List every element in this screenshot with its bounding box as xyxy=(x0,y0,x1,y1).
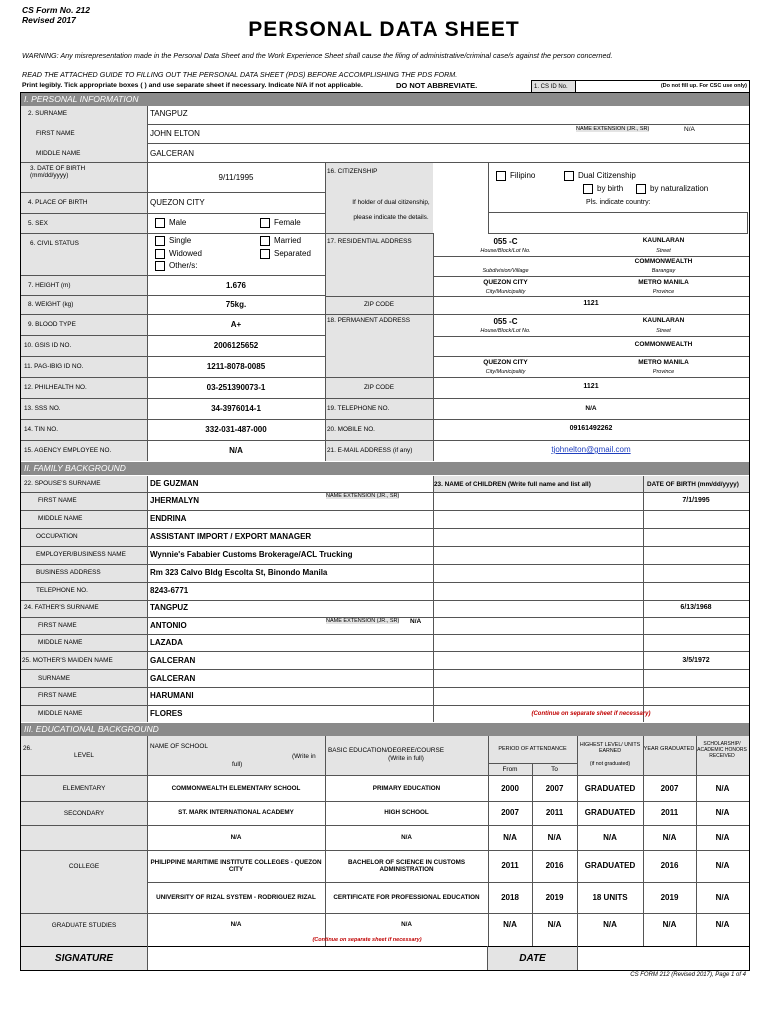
edu-units[interactable]: GRADUATED xyxy=(584,808,636,818)
prov-lbl: Province xyxy=(652,289,675,295)
female-option[interactable] xyxy=(260,218,301,228)
res-city[interactable]: QUEZON CITY xyxy=(483,279,528,286)
page-title: PERSONAL DATA SHEET xyxy=(248,18,520,41)
filipino-label: Filipino xyxy=(510,171,536,181)
philhealth-label: 12. PHILHEALTH NO. xyxy=(24,384,87,391)
divider xyxy=(433,356,749,357)
edu-school[interactable]: UNIVERSITY OF RIZAL SYSTEM - RODRIGUEZ RIZAL xyxy=(156,893,316,901)
res-street[interactable]: KAUNLARAN xyxy=(642,237,685,244)
cs-id-label: 1. CS ID No. xyxy=(532,81,576,93)
course-header: BASIC EDUCATION/DEGREE/COURSE xyxy=(328,747,444,754)
father-middle-label: MIDDLE NAME xyxy=(38,639,83,646)
father-first[interactable]: ANTONIO xyxy=(150,621,187,630)
divider xyxy=(21,295,325,296)
occupation-value[interactable]: ASSISTANT IMPORT / EXPORT MANAGER xyxy=(150,532,312,541)
perm-subd[interactable]: COMMONWEALTH xyxy=(634,341,693,348)
divider xyxy=(21,510,749,511)
perm-street-lbl: Street xyxy=(656,328,671,334)
edu-to[interactable]: 2007 xyxy=(545,783,564,793)
dual-label: Dual Citizenship xyxy=(578,171,636,181)
agency-label: 15. AGENCY EMPLOYEE NO. xyxy=(24,447,112,454)
edu-school[interactable]: PHILIPPINE MARITIME INSTITUTE COLLEGES - QUEZON CITY xyxy=(150,858,322,873)
perm-city-lbl: City/Municipality xyxy=(485,369,526,375)
school-header: NAME OF SCHOOL xyxy=(150,743,208,750)
do-not-abbreviate: DO NOT ABBREVIATE. xyxy=(396,81,478,90)
res-zip-label: ZIP CODE xyxy=(363,301,395,308)
tel-value[interactable]: N/A xyxy=(585,405,597,412)
edu-school[interactable]: N/A xyxy=(230,833,242,841)
divider xyxy=(147,143,749,144)
edu-from[interactable]: 2018 xyxy=(501,892,519,902)
father-ext-label: NAME EXTENSION (JR., SR) xyxy=(326,618,400,624)
by-nat-label: by naturalization xyxy=(650,184,709,194)
divider xyxy=(21,213,325,214)
section-family: II. FAMILY BACKGROUND xyxy=(21,462,749,475)
edu-to[interactable]: N/A xyxy=(547,920,562,930)
divider xyxy=(643,736,644,946)
married-label: Married xyxy=(274,236,302,246)
units-header: HIGHEST LEVEL/ UNITS EARNED xyxy=(579,742,641,754)
house-lbl: House/Block/Lot No. xyxy=(480,248,531,254)
spouse-first-label: FIRST NAME xyxy=(38,497,77,504)
honors-header: SCHOLARSHIP/ ACADEMIC HONORS RECEIVED xyxy=(697,741,747,759)
print-note: Print legibly. Tick appropriate boxes ( ) and use separate sheet if necessary. Indicate N/A if not applicable. xyxy=(22,82,363,89)
agency-value[interactable]: N/A xyxy=(229,446,243,455)
email-label: 21. E-MAIL ADDRESS (if any) xyxy=(327,447,413,454)
edu-from[interactable]: 2000 xyxy=(501,783,519,793)
edu-year[interactable]: 2007 xyxy=(660,783,679,793)
divider xyxy=(433,336,749,337)
edu-school[interactable]: COMMONWEALTH ELEMENTARY SCHOOL xyxy=(171,784,301,792)
blood-label: 9. BLOOD TYPE xyxy=(28,321,76,328)
child-dob-label: DATE OF BIRTH (mm/dd/yyyy) xyxy=(647,481,739,488)
edu-units[interactable]: 18 UNITS xyxy=(592,892,628,902)
edu-level xyxy=(21,825,147,850)
csc-use-note: (Do not fill up. For CSC use only) xyxy=(660,83,747,89)
edu-to[interactable]: 2011 xyxy=(545,808,564,818)
divider xyxy=(21,687,749,688)
divider xyxy=(21,634,749,635)
first-name-value[interactable]: JOHN ELTON xyxy=(150,129,200,138)
res-prov[interactable]: METRO MANILA xyxy=(638,279,689,286)
checkbox-icon[interactable] xyxy=(260,249,270,259)
spouse-tel-label: TELEPHONE NO. xyxy=(36,587,88,594)
divider xyxy=(21,775,749,776)
divider xyxy=(147,736,148,946)
divider xyxy=(21,705,749,706)
date-label: DATE xyxy=(519,953,546,964)
edu-num: 26. xyxy=(23,745,32,752)
date-field[interactable] xyxy=(578,947,749,970)
spouse-middle[interactable]: ENDRINA xyxy=(150,514,187,523)
occupation-label: OCCUPATION xyxy=(36,533,78,540)
divider xyxy=(433,476,434,722)
female-label: Female xyxy=(274,218,301,228)
checkbox-icon[interactable] xyxy=(155,261,165,271)
pagibig-label: 11. PAG-IBIG ID NO. xyxy=(24,363,84,370)
widowed-label: Widowed xyxy=(169,249,202,259)
divider xyxy=(147,106,148,461)
mobile-label: 20. MOBILE NO. xyxy=(327,426,375,433)
divider xyxy=(325,314,749,315)
edu-honors[interactable]: N/A xyxy=(715,920,730,930)
edu-year[interactable]: 2011 xyxy=(660,808,679,818)
dual-option[interactable] xyxy=(564,171,636,181)
edu-level: SECONDARY xyxy=(63,809,105,817)
family-continue-note: (Continue on separate sheet if necessary) xyxy=(531,711,651,717)
divider xyxy=(21,440,749,441)
tin-label: 14. TIN NO. xyxy=(24,426,58,433)
checkbox-icon[interactable] xyxy=(583,184,593,194)
edu-year[interactable]: 2016 xyxy=(660,861,679,871)
dob-num: 3. xyxy=(30,165,36,172)
edu-course[interactable]: N/A xyxy=(401,921,412,929)
edu-year[interactable]: 2019 xyxy=(660,892,679,902)
divider xyxy=(21,546,749,547)
citizenship-label: 16. CITIZENSHIP xyxy=(327,168,378,175)
dual-note-1: If holder of dual citizenship, xyxy=(352,199,430,206)
separated-option[interactable] xyxy=(260,249,311,259)
divider xyxy=(643,476,644,722)
spouse-first[interactable]: JHERMALYN xyxy=(150,496,200,505)
perm-street[interactable]: KAUNLARAN xyxy=(642,317,685,324)
single-option[interactable] xyxy=(155,236,191,246)
city-lbl: City/Municipality xyxy=(485,289,526,295)
mother-surname-label: SURNAME xyxy=(38,675,70,682)
page-footer: CS FORM 212 (Revised 2017), Page 1 of 4 xyxy=(630,972,746,978)
checkbox-icon[interactable] xyxy=(496,171,506,181)
checkbox-icon[interactable] xyxy=(155,218,165,228)
perm-city[interactable]: QUEZON CITY xyxy=(483,359,528,366)
country-field[interactable] xyxy=(488,212,748,234)
checkbox-icon[interactable] xyxy=(636,184,646,194)
edu-units[interactable]: GRADUATED xyxy=(584,861,636,871)
edu-from[interactable]: 2011 xyxy=(501,861,519,871)
year-header: YEAR GRADUATED xyxy=(643,746,695,752)
divider xyxy=(21,651,749,652)
perm-zip-label: ZIP CODE xyxy=(363,384,395,391)
edu-units[interactable]: N/A xyxy=(603,832,617,842)
divider xyxy=(325,163,326,461)
edu-honors[interactable]: N/A xyxy=(715,808,730,818)
father-ext[interactable]: N/A xyxy=(410,618,422,625)
divider xyxy=(147,476,148,722)
dob-label-text: DATE OF BIRTH xyxy=(37,165,86,172)
name-extension-value[interactable]: N/A xyxy=(684,126,695,133)
mother-first[interactable]: HARUMANI xyxy=(150,691,194,700)
section-personal: I. PERSONAL INFORMATION xyxy=(21,93,749,106)
divider xyxy=(21,582,749,583)
divider xyxy=(21,314,325,315)
mother-first-label: FIRST NAME xyxy=(38,692,77,699)
edu-continue-note: (Continue on separate sheet if necessary) xyxy=(312,937,422,943)
tel-label: 19. TELEPHONE NO. xyxy=(327,405,390,412)
divider xyxy=(21,528,749,529)
divider xyxy=(21,377,325,378)
permanent-label: 18. PERMANENT ADDRESS xyxy=(327,317,410,324)
male-option[interactable] xyxy=(155,218,186,228)
edu-course[interactable]: PRIMARY EDUCATION xyxy=(372,784,441,792)
divider xyxy=(21,419,749,420)
dual-note-2: please indicate the details. xyxy=(353,214,429,221)
sss-value[interactable]: 34-3976014-1 xyxy=(211,404,261,413)
family-label-column xyxy=(21,476,147,722)
edu-school[interactable]: N/A xyxy=(230,921,242,929)
divider xyxy=(21,356,325,357)
divider xyxy=(487,946,488,970)
spouse-surname[interactable]: DE GUZMAN xyxy=(150,479,199,488)
form-no-text: CS Form No. 212 xyxy=(22,5,91,15)
divider xyxy=(21,600,749,601)
email-value[interactable]: tjohnelton@gmail.com xyxy=(551,445,631,454)
read-guide-text: READ THE ATTACHED GUIDE TO FILLING OUT THE PERSONAL DATA SHEET (PDS) BEFORE ACCOMPLISHING THE PDS FORM. xyxy=(22,70,458,79)
sex-label: 5. SEX xyxy=(28,220,48,227)
from-header: From xyxy=(502,766,518,773)
edu-course[interactable]: BACHELOR OF SCIENCE IN CUSTOMS ADMINISTRATION xyxy=(347,858,466,873)
tin-value[interactable]: 332-031-487-000 xyxy=(205,425,267,434)
gsis-value[interactable]: 2006125652 xyxy=(213,341,259,350)
edu-honors[interactable]: N/A xyxy=(715,832,730,842)
mother-surname[interactable]: GALCERAN xyxy=(150,674,196,683)
units-note: (if not graduated) xyxy=(589,761,631,767)
signature-field[interactable] xyxy=(148,947,487,970)
philhealth-value[interactable]: 03-251390073-1 xyxy=(206,383,266,392)
pob-value[interactable]: QUEZON CITY xyxy=(150,198,205,207)
edu-from[interactable]: N/A xyxy=(503,920,517,930)
separated-label: Separated xyxy=(274,249,311,259)
filipino-option[interactable] xyxy=(496,171,535,181)
edu-school[interactable]: ST. MARK INTERNATIONAL ACADEMY xyxy=(178,809,294,817)
middle-name-label: MIDDLE NAME xyxy=(36,150,81,157)
children-label: 23. NAME of CHILDREN (Write full name and list all) xyxy=(434,481,591,488)
business-address[interactable]: Rm 323 Calvo Bldg Escolta St, Binondo Manila xyxy=(150,568,328,577)
mother-middle-label: MIDDLE NAME xyxy=(38,710,83,717)
edu-year[interactable]: N/A xyxy=(662,920,677,930)
edu-level xyxy=(21,882,147,913)
child1-dob[interactable]: 7/1/1995 xyxy=(682,497,710,504)
spouse-middle-label: MIDDLE NAME xyxy=(38,515,83,522)
checkbox-icon[interactable] xyxy=(260,218,270,228)
male-label: Male xyxy=(169,218,187,228)
father-surname[interactable]: TANGPUZ xyxy=(150,603,189,612)
edu-from[interactable]: 2007 xyxy=(501,808,519,818)
spouse-ext-label: NAME EXTENSION (JR., SR) xyxy=(326,493,400,499)
period-header: PERIOD OF ATTENDANCE xyxy=(498,746,567,752)
employer-value[interactable]: Wynnie's Fababier Customs Brokerage/ACL Trucking xyxy=(150,550,353,559)
checkbox-icon[interactable] xyxy=(155,249,165,259)
edu-level: ELEMENTARY xyxy=(62,785,106,792)
others-label: Other/s: xyxy=(169,261,198,271)
surname-label: 2. SURNAME xyxy=(28,110,68,117)
weight-label: 8. WEIGHT (kg) xyxy=(28,301,74,308)
indicate-country: Pls. indicate country: xyxy=(586,199,651,206)
divider xyxy=(433,256,749,257)
warning-text: WARNING: Any misrepresentation made in the Personal Data Sheet and the Work Experience Sheet shall cause the filing of administrative/criminal case/s against the person concerned. xyxy=(22,51,613,60)
dob-value[interactable]: 9/11/1995 xyxy=(218,173,254,182)
perm-zip[interactable]: 1121 xyxy=(583,383,599,390)
mother-maiden-label: 25. MOTHER'S MAIDEN NAME xyxy=(22,657,113,664)
divider xyxy=(21,162,749,163)
edu-from[interactable]: N/A xyxy=(503,832,517,842)
father-surname-label: 24. FATHER'S SURNAME xyxy=(24,604,99,611)
divider xyxy=(325,296,749,297)
pob-label: 4. PLACE OF BIRTH xyxy=(28,199,88,206)
divider xyxy=(21,564,749,565)
spouse-surname-label: 22. SPOUSE'S SURNAME xyxy=(24,480,101,487)
divider xyxy=(21,398,749,399)
checkbox-icon[interactable] xyxy=(564,171,574,181)
perm-prov-lbl: Province xyxy=(652,369,675,375)
edu-course[interactable]: HIGH SCHOOL xyxy=(384,809,429,817)
edu-course[interactable]: N/A xyxy=(401,833,412,841)
perm-house-lbl: House/Block/Lot No. xyxy=(480,328,531,334)
section-education: III. EDUCATIONAL BACKGROUND xyxy=(21,723,749,736)
height-value[interactable]: 1.676 xyxy=(225,281,247,290)
mother-middle[interactable]: FLORES xyxy=(150,709,183,718)
divider xyxy=(696,736,697,946)
divider xyxy=(488,763,578,764)
weight-value[interactable]: 75kg. xyxy=(225,300,247,309)
checkbox-icon[interactable] xyxy=(155,236,165,246)
divider xyxy=(488,163,489,213)
edu-honors[interactable]: N/A xyxy=(715,861,730,871)
divider xyxy=(21,275,325,276)
business-address-label: BUSINESS ADDRESS xyxy=(36,569,101,576)
signature-label: SIGNATURE xyxy=(54,953,114,964)
height-label: 7. HEIGHT (m) xyxy=(28,282,71,289)
father-first-label: FIRST NAME xyxy=(38,622,77,629)
first-name-label: FIRST NAME xyxy=(36,130,75,137)
divider xyxy=(577,946,578,970)
edu-to[interactable]: 2019 xyxy=(545,892,564,902)
street-lbl: Street xyxy=(656,248,671,254)
by-naturalization-option[interactable] xyxy=(636,184,708,194)
civil-status-label: 6. CIVIL STATUS xyxy=(30,240,79,247)
school-full: full) xyxy=(232,761,243,768)
subd-lbl: Subdivision/Village xyxy=(482,268,529,274)
middle-name-value[interactable]: GALCERAN xyxy=(150,149,195,158)
res-subd[interactable]: COMMONWEALTH xyxy=(634,258,693,265)
child2-dob[interactable]: 6/13/1968 xyxy=(680,604,712,611)
perm-prov[interactable]: METRO MANILA xyxy=(638,359,689,366)
dob-format: (mm/dd/yyyy) xyxy=(30,172,69,179)
edu-level: GRADUATE STUDIES xyxy=(51,921,117,929)
divider xyxy=(147,946,148,970)
sss-label: 13. SSS NO. xyxy=(24,405,61,412)
res-zip[interactable]: 1121 xyxy=(583,300,599,307)
divider xyxy=(21,233,433,234)
perm-house[interactable]: 055 -C xyxy=(493,317,518,326)
course-write: (Write in full) xyxy=(388,755,424,762)
divider xyxy=(21,335,325,336)
divider xyxy=(433,276,749,277)
gsis-label: 10. GSIS ID NO. xyxy=(24,342,72,349)
personal-mid-label-column xyxy=(325,163,433,461)
widowed-option[interactable] xyxy=(155,249,202,259)
by-birth-label: by birth xyxy=(597,184,624,194)
divider xyxy=(21,669,749,670)
edu-honors[interactable]: N/A xyxy=(715,783,730,793)
pagibig-value[interactable]: 1211-8078-0085 xyxy=(206,362,266,371)
school-write: (Write in xyxy=(292,753,316,760)
divider xyxy=(325,736,326,946)
revised-text: Revised 2017 xyxy=(22,15,76,25)
dob-label xyxy=(30,165,85,179)
edu-course[interactable]: CERTIFICATE FOR PROFESSIONAL EDUCATION xyxy=(333,893,480,901)
divider xyxy=(325,377,749,378)
divider xyxy=(488,736,489,946)
spouse-tel[interactable]: 8243-6771 xyxy=(150,586,189,595)
divider xyxy=(577,736,578,946)
edu-units[interactable]: GRADUATED xyxy=(584,783,636,793)
edu-to[interactable]: 2016 xyxy=(545,861,564,871)
divider xyxy=(147,124,749,125)
divider xyxy=(433,233,434,461)
res-house[interactable]: 055 -C xyxy=(493,237,518,246)
residential-label: 17. RESIDENTIAL ADDRESS xyxy=(327,238,412,245)
mother-maiden[interactable]: GALCERAN xyxy=(150,656,196,665)
to-header: To xyxy=(551,766,558,773)
single-label: Single xyxy=(169,236,192,246)
brgy-lbl: Barangay xyxy=(651,268,676,274)
checkbox-icon[interactable] xyxy=(260,236,270,246)
level-header: LEVEL xyxy=(74,752,94,759)
edu-to[interactable]: N/A xyxy=(547,832,562,842)
surname-value[interactable]: TANGPUZ xyxy=(150,109,188,118)
divider xyxy=(21,192,325,193)
edu-year[interactable]: N/A xyxy=(662,832,677,842)
father-middle[interactable]: LAZADA xyxy=(150,638,183,647)
employer-label: EMPLOYER/BUSINESS NAME xyxy=(36,551,126,558)
edu-units[interactable]: N/A xyxy=(603,920,617,930)
child3-dob[interactable]: 3/5/1972 xyxy=(682,657,710,664)
married-option[interactable] xyxy=(260,236,301,246)
edu-honors[interactable]: N/A xyxy=(715,892,730,902)
edu-level: COLLEGE xyxy=(68,862,100,870)
blood-value[interactable]: A+ xyxy=(230,320,242,329)
by-birth-option[interactable] xyxy=(583,184,623,194)
mobile-value[interactable]: 09161492262 xyxy=(569,425,613,432)
others-option[interactable] xyxy=(155,261,197,271)
name-extension-label: NAME EXTENSION (JR., SR) xyxy=(576,126,650,132)
